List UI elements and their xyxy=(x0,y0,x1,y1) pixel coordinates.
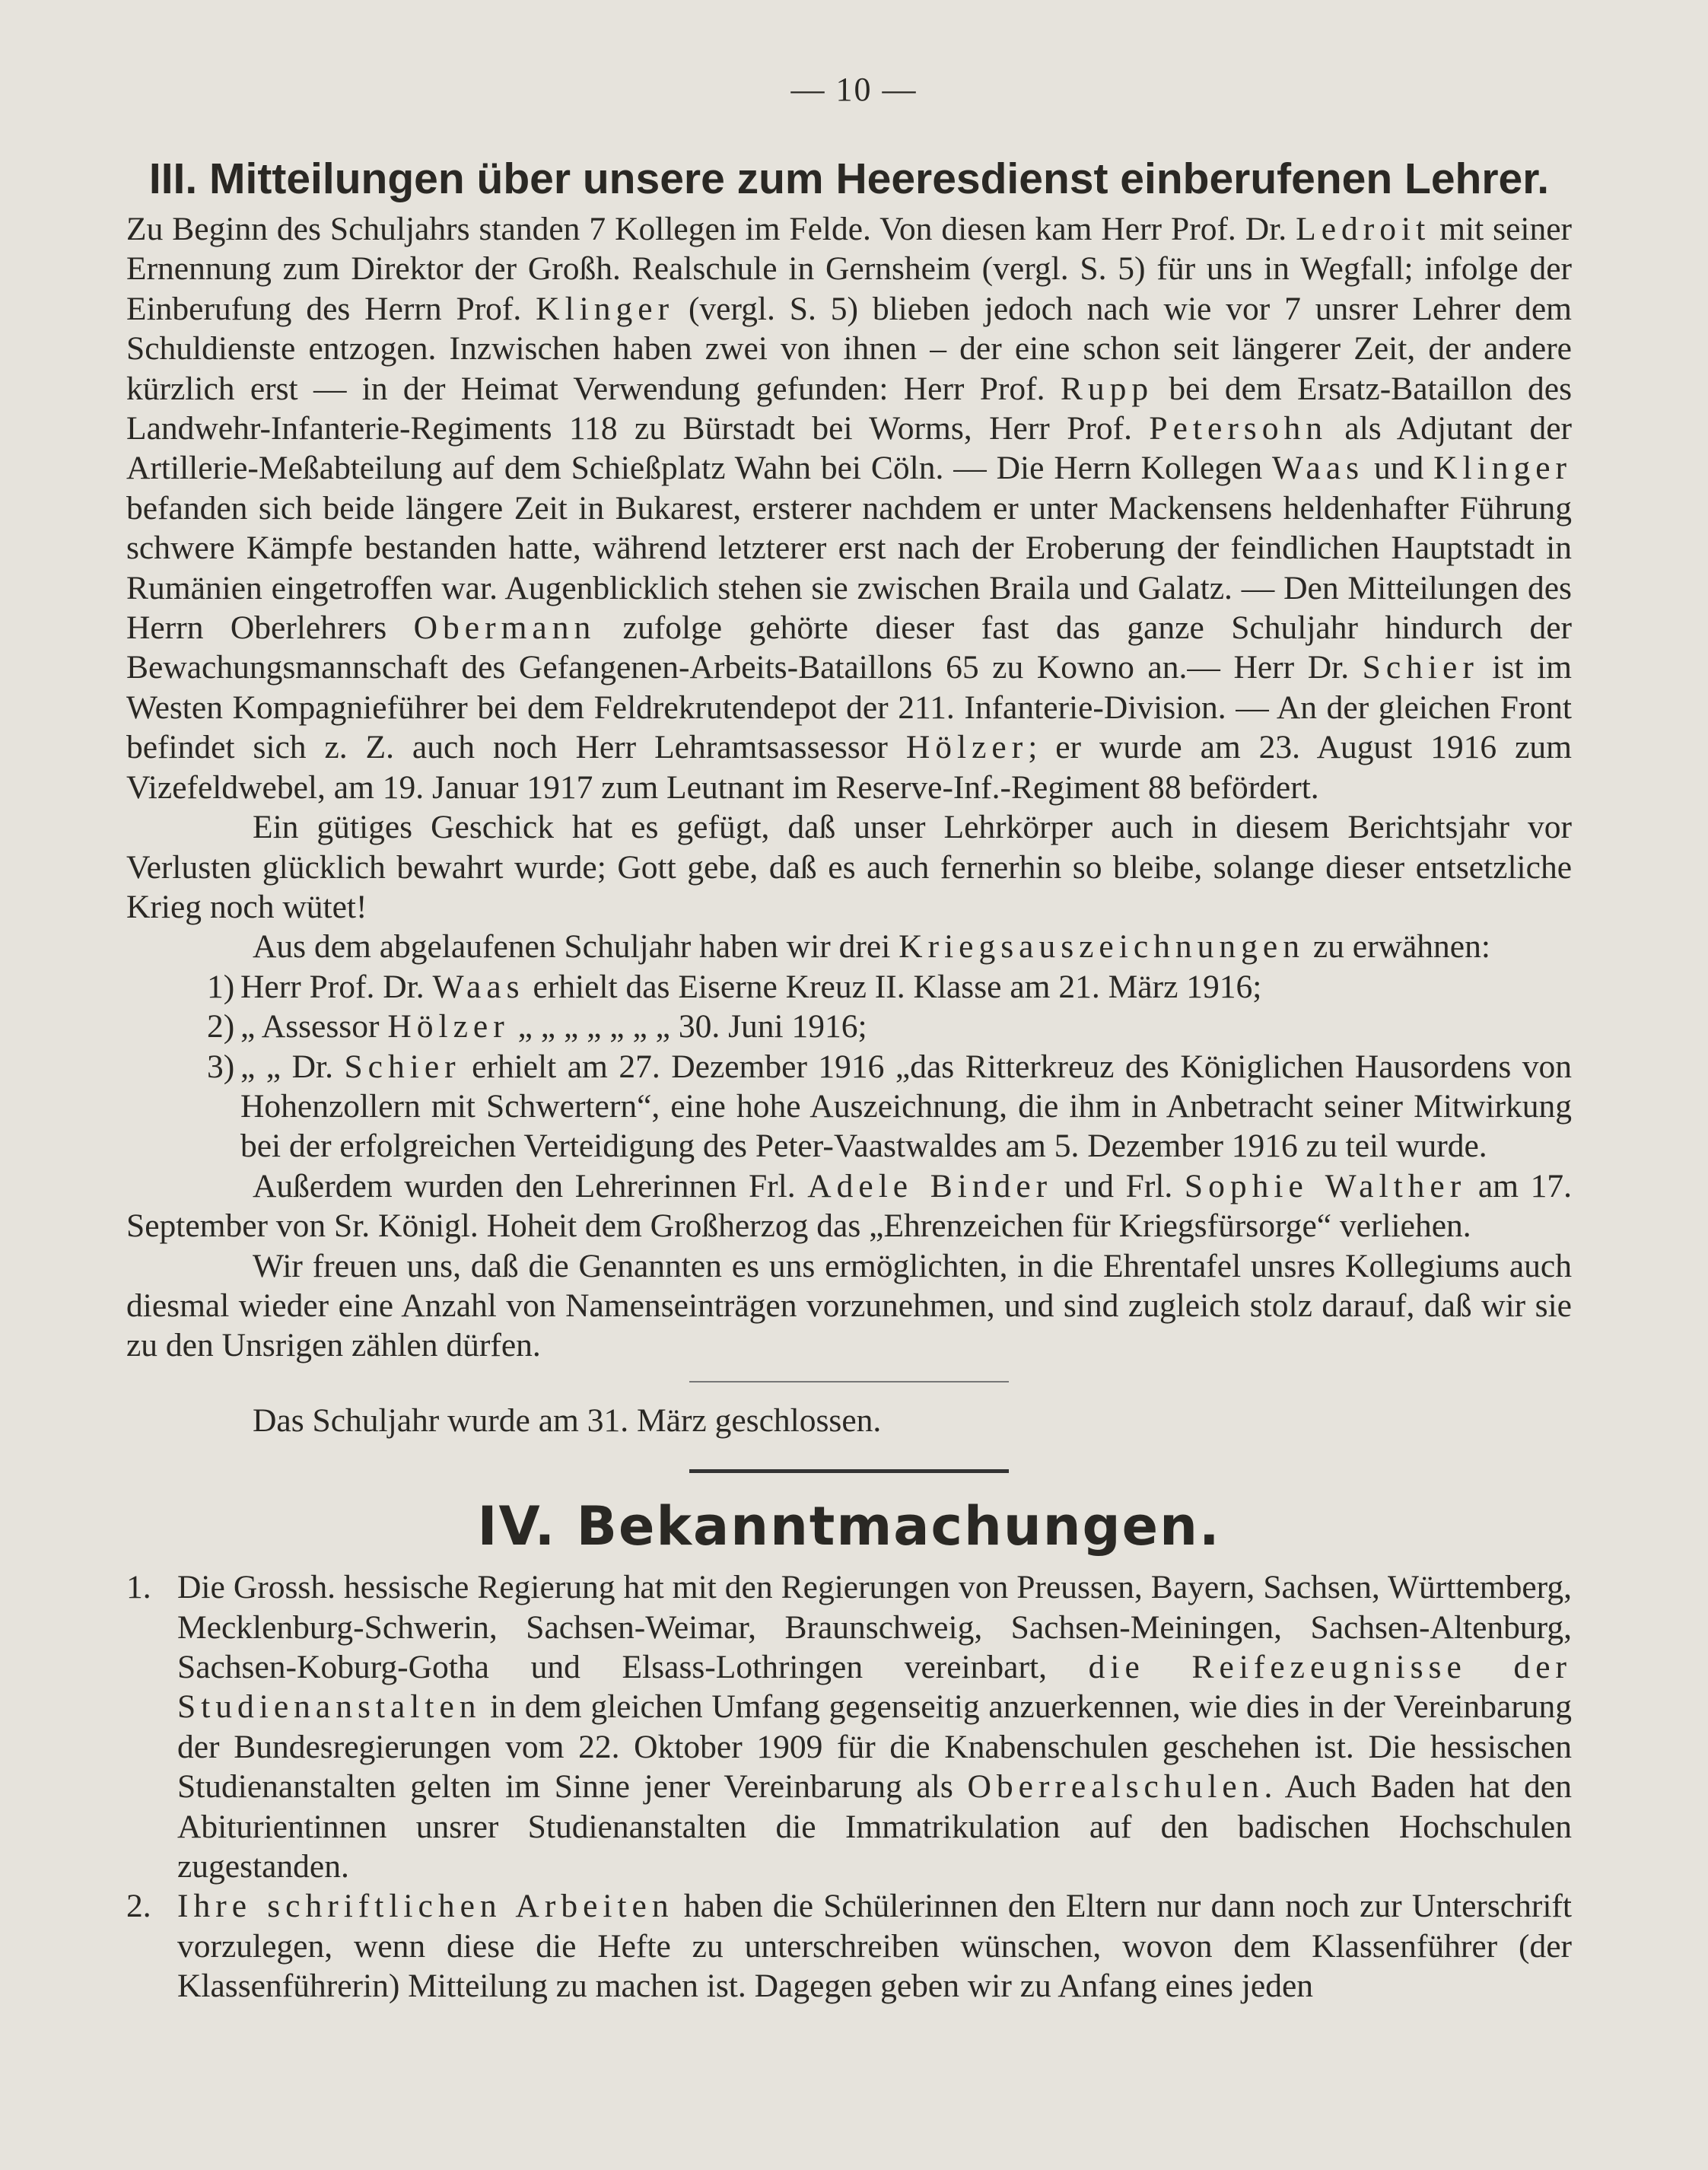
decoration-item: 2) „ Assessor Hölzer „ „ „ „ „ „ „ 30. Juni 1916; xyxy=(126,1007,1572,1046)
closing-note: Das Schuljahr wurde am 31. März geschlossen. xyxy=(253,1402,882,1439)
section-4-body xyxy=(126,1567,1572,2006)
section-3 xyxy=(126,148,1572,2006)
paragraph-pride: Wir freuen uns, daß die Genannten es uns ermöglichten, in die Ehrentafel unsres Kollegiums auch diesmal wieder eine Anzahl von Namenseinträgen vorzunehmen, und sind zugleich stolz darauf, daß wir sie zu den Unsrigen zählen dürfen. xyxy=(126,1247,1572,1364)
decoration-item: 3) „ „ Dr. Schier erhielt am 27. Dezember 1916 „das Ritterkreuz des Königlichen Hausordens von Hohenzollern mit Schwertern“, eine hohe Auszeichnung, die ihm in Anbetracht seiner Mitwirkung bei der erfolgreichen Verteidigung des Peter-Vaastwaldes am 5. Dezember 1916 zu teil wurde. xyxy=(126,1047,1572,1166)
page-number: — 10 — xyxy=(790,71,918,108)
announcement-number: 1. xyxy=(126,1569,151,1606)
paragraph-decorations-intro: Aus dem abgelaufenen Schuljahr haben wir drei Kriegsauszeichnungen zu erwähnen: xyxy=(253,928,1490,966)
decoration-number: 1) xyxy=(207,968,235,1005)
paragraph-no-losses: Ein gütiges Geschick hat es gefügt, daß unser Lehrkörper auch in diesem Berichtsjahr vor Verlusten glücklich bewahrt wurde; Gott gebe, daß es auch fernerhin so bleibe, solange dieser entsetzliche Krieg noch wütet! xyxy=(126,809,1572,925)
decoration-number: 3) xyxy=(207,1048,235,1085)
section-3-body xyxy=(126,209,1572,1473)
announcement-item: 1. Die Grossh. hessische Regierung hat mit den Regierungen von Preussen, Bayern, Sachsen, Württemberg, Mecklenburg-Schwerin, Sachsen-Weimar, Braunschweig, Sachsen-Meiningen, Sachsen-Altenburg, Sachsen-Koburg-Gotha und Elsass-Lothringen vereinbart, die Reifezeugnisse der Studienanstalten in dem gleichen Umfang gegenseitig anzuerkennen, wie dies in der Vereinbarung der Bundesregierungen vom 22. Oktober 1909 für die Knabenschulen geschehen ist. Die hessischen Studienanstalten gelten im Sinne jener Vereinbarung als Oberrealschulen. Auch Baden hat den Abiturientinnen unsrer Studienanstalten die Immatrikulation auf den badischen Hochschulen zugestanden. xyxy=(126,1567,1572,1886)
section-3-heading: III. Mitteilungen über unsere zum Heeresdienst einberufenen Lehrer. xyxy=(148,154,1550,203)
paragraph-honor-teachers: Außerdem wurden den Lehrerinnen Frl. Adele Binder und Frl. Sophie Walther am 17. September von Sr. Königl. Hoheit dem Großherzog das „Ehrenzeichen für Kriegsfürsorge“ verliehen. xyxy=(126,1167,1572,1245)
divider xyxy=(689,1381,1009,1382)
decoration-item: 1) Herr Prof. Dr. Waas erhielt das Eiserne Kreuz II. Klasse am 21. März 1916; xyxy=(126,967,1572,1007)
announcement-number: 2. xyxy=(126,1888,151,1925)
announcement-item: 2. Ihre schriftlichen Arbeiten haben die Schülerinnen den Eltern nur dann noch zur Unterschrift vorzulegen, wenn diese die Hefte zu unterschreiben wünschen, wovon dem Klassenführer (der Klassenführerin) Mitteilung zu machen ist. Dagegen geben wir zu Anfang eines jeden xyxy=(126,1886,1572,2006)
decoration-number: 2) xyxy=(207,1008,235,1045)
paragraph-teachers-in-service: Zu Beginn des Schuljahrs standen 7 Kollegen im Felde. Von diesen kam Herr Prof. Dr. Ledroit mit seiner Ernennung zum Direktor der Großh. Realschule in Gernsheim (vergl. S. 5) für uns in Wegfall; infolge der Einberufung des Herrn Prof. Klinger (vergl. S. 5) blieben jedoch nach wie vor 7 unsrer Lehrer dem Schuldienste entzogen. Inzwischen haben zwei von ihnen – der eine schon seit längerer Zeit, der andere kürzlich erst — in der Heimat Verwendung gefunden: Herr Prof. Rupp bei dem Ersatz-Bataillon des Landwehr-Infanterie-Regiments 118 zu Bürstadt bei Worms, Herr Prof. Petersohn als Adjutant der Artillerie-Meßabteilung auf dem Schießplatz Wahn bei Cöln. — Die Herrn Kollegen Waas und Klinger befanden sich beide längere Zeit in Bukarest, ersterer nachdem er unter Mackensens heldenhafter Führung schwere Kämpfe bestanden hatte, während letzterer erst nach der Eroberung der feindlichen Hauptstadt in Rumänien eingetroffen war. Augenblicklich stehen sie zwischen Braila und Galatz. — Den Mitteilungen des Herrn Oberlehrers Obermann zufolge gehörte dieser fast das ganze Schuljahr hindurch der Bewachungsmannschaft des Gefangenen-Arbeits-Bataillons 65 zu Kowno an.— Herr Dr. Schier ist im Westen Kompagnieführer bei dem Feldrekrutendepot der 211. Infanterie-Division. — An der gleichen Front befindet sich z. Z. auch noch Herr Lehramtsassessor Hölzer; er wurde am 23. August 1916 zum Vizefeldwebel, am 19. Januar 1917 zum Leutnant im Reserve-Inf.-Regiment 88 befördert. xyxy=(126,211,1573,806)
section-divider xyxy=(689,1469,1009,1473)
section-4-heading: IV. Bekanntmachungen. xyxy=(477,1495,1221,1558)
